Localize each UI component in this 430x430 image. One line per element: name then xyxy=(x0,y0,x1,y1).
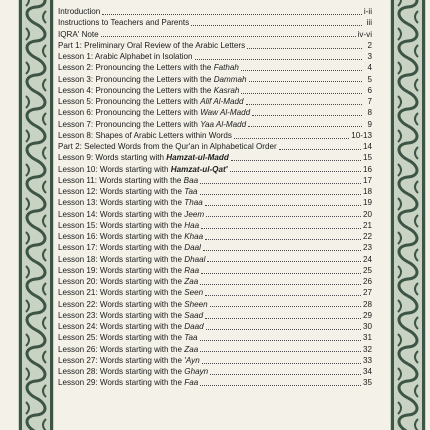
toc-entry-term: Zaa xyxy=(184,344,199,354)
toc-entry xyxy=(58,51,372,62)
toc-entry xyxy=(58,186,372,197)
toc-entry-text: IQRA' Note xyxy=(58,29,99,39)
dot-leader xyxy=(210,373,361,375)
toc-entry xyxy=(58,152,372,163)
arabesque-border-ornament-right-icon xyxy=(390,0,426,430)
dot-leader xyxy=(202,362,361,364)
toc-entry-term: Thaa xyxy=(184,198,203,208)
toc-entry-text: Lesson 28: Words starting with the xyxy=(58,367,185,376)
dot-leader xyxy=(241,92,362,94)
toc-entry-text: Instructions to Teachers and Parents xyxy=(58,18,190,28)
toc-entry-title xyxy=(58,197,203,208)
toc-entry-term: Fathah xyxy=(213,63,239,73)
toc-entry-text: Lesson 27: Words starting with the xyxy=(58,355,185,365)
toc-entry-text: Lesson 11: Words starting with the xyxy=(58,175,184,185)
toc-entry-title xyxy=(58,276,198,287)
toc-entry-title xyxy=(58,17,189,28)
toc-page-number: iii xyxy=(366,18,372,28)
dot-leader xyxy=(200,193,361,195)
toc-entry-text: Lesson 5: Pronouncing the Letters with xyxy=(58,97,201,106)
toc-entry-term: Hamzat-ul-Qat' xyxy=(170,164,228,174)
toc-entry-text: Lesson 2: Pronouncing the Letters with the xyxy=(58,63,214,73)
toc-entry-title xyxy=(58,355,200,366)
toc-page-number: 29 xyxy=(362,310,372,320)
toc-entry xyxy=(58,310,372,321)
toc-entry-text: Lesson 18: Words starting with the xyxy=(58,254,185,264)
dot-leader xyxy=(205,204,361,206)
toc-entry xyxy=(58,130,372,141)
toc-page-number: 35 xyxy=(362,378,372,388)
toc-page-number: 34 xyxy=(362,367,372,376)
toc-entry-title xyxy=(58,6,100,17)
toc-page-number: 22 xyxy=(362,232,372,241)
table-of-contents xyxy=(58,6,372,389)
toc-page-number: 10-13 xyxy=(351,130,372,140)
toc-entry xyxy=(58,29,372,40)
toc-entry xyxy=(58,321,372,332)
dot-leader xyxy=(195,58,362,60)
toc-entry-title xyxy=(58,299,208,310)
dot-leader xyxy=(210,305,361,307)
toc-entry-title xyxy=(58,265,199,276)
toc-entry-text: Lesson 23: Words starting with the xyxy=(58,310,185,320)
toc-entry-text: Lesson 20: Words starting with the xyxy=(58,277,185,286)
toc-page-number: 3 xyxy=(367,52,372,61)
toc-entry-text: Lesson 16: Words starting with the xyxy=(58,232,185,241)
toc-entry xyxy=(58,355,372,366)
toc-entry xyxy=(58,6,372,17)
toc-entry-text: Lesson 29: Words starting with the xyxy=(58,378,185,388)
toc-entry-term: Haa xyxy=(184,220,200,230)
toc-entry xyxy=(58,231,372,242)
toc-entry-term: Waw Al-Madd xyxy=(200,108,251,118)
toc-entry-title xyxy=(58,287,203,298)
toc-page-number: 18 xyxy=(362,187,372,196)
toc-entry-text: Lesson 22: Words starting with the xyxy=(58,299,185,309)
toc-entry-title xyxy=(58,141,277,152)
toc-entry-title xyxy=(58,164,228,175)
toc-page-number: 28 xyxy=(362,299,372,309)
toc-page-number: 23 xyxy=(362,243,372,253)
toc-entry-title xyxy=(58,119,246,130)
toc-entry-term: Ghayn xyxy=(184,367,209,376)
toc-entry-term: Khaa xyxy=(184,232,204,241)
dot-leader xyxy=(203,249,361,251)
dot-leader xyxy=(205,294,361,296)
toc-entry xyxy=(58,209,372,220)
toc-entry-title xyxy=(58,85,239,96)
toc-entry xyxy=(58,107,372,118)
toc-page-number: 6 xyxy=(367,85,372,95)
toc-page-number: 27 xyxy=(362,288,372,298)
toc-entry-term: Daad xyxy=(184,322,204,331)
toc-page-number: 16 xyxy=(362,164,372,174)
toc-entry-term: Taa xyxy=(184,187,198,196)
toc-entry xyxy=(58,377,372,388)
toc-entry-term: Dhaal xyxy=(184,254,206,264)
toc-page-number: 26 xyxy=(362,277,372,286)
toc-page-number: 19 xyxy=(362,198,372,208)
toc-entry-title xyxy=(58,242,201,253)
toc-entry-title xyxy=(58,130,232,141)
toc-entry-term: Baa xyxy=(183,175,199,185)
toc-entry-text: Lesson 1: Arabic Alphabet in Isolation xyxy=(58,52,193,61)
dot-leader xyxy=(205,238,361,240)
dot-leader xyxy=(230,170,361,172)
toc-entry-text: Lesson 26: Words starting with the xyxy=(58,344,185,354)
toc-entry-title xyxy=(58,29,99,40)
dot-leader xyxy=(200,350,361,352)
toc-entry xyxy=(58,276,372,287)
toc-page-number: 8 xyxy=(367,108,372,118)
toc-page-number: 25 xyxy=(362,265,372,275)
dot-leader xyxy=(206,215,361,217)
toc-entry xyxy=(58,164,372,175)
toc-entry-text: Lesson 15: Words starting with the xyxy=(58,220,185,230)
toc-entry-title xyxy=(58,152,229,163)
toc-entry-term: Kasrah xyxy=(213,85,240,95)
toc-entry xyxy=(58,119,372,130)
toc-entry xyxy=(58,62,372,73)
toc-entry-term: Alif Al-Madd xyxy=(200,97,244,106)
dot-leader xyxy=(241,69,362,71)
toc-entry-title xyxy=(58,321,204,332)
dot-leader xyxy=(200,384,361,386)
toc-entry xyxy=(58,17,372,28)
toc-entry xyxy=(58,85,372,96)
toc-page-number: 15 xyxy=(362,153,372,163)
toc-entry-term: Sheen xyxy=(184,299,208,309)
toc-entry-text: Lesson 3: Pronouncing the Letters with the xyxy=(58,74,214,84)
toc-entry-title xyxy=(58,209,204,220)
toc-entry-text: Lesson 17: Words starting with the xyxy=(58,243,185,253)
toc-entry-title xyxy=(58,40,245,51)
dot-leader xyxy=(200,339,361,341)
toc-entry-text: Part 1: Preliminary Oral Review of the Arabic Letters xyxy=(58,40,246,50)
toc-entry-text: Lesson 7: Pronouncing the Letters with xyxy=(58,119,201,129)
toc-entry-title xyxy=(58,175,198,186)
right-ornamental-border xyxy=(390,0,426,430)
toc-entry-text: Lesson 24: Words starting with the xyxy=(58,322,185,331)
toc-page-number: i-ii xyxy=(363,7,372,16)
arabesque-border-ornament-left-icon xyxy=(18,0,54,430)
toc-page-number: 24 xyxy=(362,254,372,264)
toc-entry xyxy=(58,242,372,253)
dot-leader xyxy=(101,35,356,37)
toc-entry xyxy=(58,287,372,298)
dot-leader xyxy=(200,283,361,285)
toc-entry-title xyxy=(58,310,203,321)
toc-entry xyxy=(58,366,372,377)
toc-entry-title xyxy=(58,231,203,242)
toc-page-number: iv-vi xyxy=(357,29,372,39)
dot-leader xyxy=(205,317,361,319)
toc-entry-title xyxy=(58,344,198,355)
toc-entry xyxy=(58,197,372,208)
toc-page-number: 32 xyxy=(362,344,372,354)
toc-page-number: 31 xyxy=(362,333,372,343)
dot-leader xyxy=(247,47,362,49)
toc-entry-text: Lesson 4: Pronouncing the Letters with the xyxy=(58,85,214,95)
toc-entry-term: Zaa xyxy=(184,277,199,286)
toc-entry xyxy=(58,40,372,51)
toc-entry-text: Lesson 9: Words starting with xyxy=(58,153,167,163)
toc-entry-title xyxy=(58,51,193,62)
dot-leader xyxy=(200,182,361,184)
toc-entry-title xyxy=(58,332,198,343)
toc-entry-text: Part 2: Selected Words from the Qur'an in Alphabetical Order xyxy=(58,142,277,151)
toc-entry xyxy=(58,265,372,276)
dot-leader xyxy=(231,159,361,161)
toc-entry-term: 'Ayn xyxy=(184,355,200,365)
toc-entry-title xyxy=(58,107,250,118)
toc-entry-text: Lesson 14: Words starting with the xyxy=(58,209,185,219)
toc-entry-term: Taa xyxy=(184,333,198,343)
toc-entry xyxy=(58,220,372,231)
toc-entry-title xyxy=(58,220,199,231)
toc-entry-title xyxy=(58,74,247,85)
toc-entry-term: Faa xyxy=(184,378,199,388)
dot-leader xyxy=(248,125,362,127)
toc-entry-term: Dammah xyxy=(213,74,247,84)
toc-page-number: 21 xyxy=(362,220,372,230)
toc-entry-text: Introduction xyxy=(58,7,101,16)
toc-page-number: 17 xyxy=(362,175,372,185)
toc-entry xyxy=(58,344,372,355)
toc-entry-title xyxy=(58,254,205,265)
toc-page-number: 30 xyxy=(362,322,372,331)
dot-leader xyxy=(102,13,362,15)
toc-entry xyxy=(58,141,372,152)
toc-entry-text: Lesson 8: Shapes of Arabic Letters within Words xyxy=(58,130,232,140)
left-ornamental-border xyxy=(18,0,54,430)
toc-entry-term: Hamzat-ul-Madd xyxy=(166,153,229,163)
toc-page-number: 20 xyxy=(362,209,372,219)
dot-leader xyxy=(201,227,361,229)
toc-page-number: 4 xyxy=(367,63,372,73)
toc-entry-text: Lesson 10: Words starting with xyxy=(58,164,171,174)
toc-entry-term: Yaa Al-Madd xyxy=(200,119,247,129)
toc-entry-text: Lesson 19: Words starting with the xyxy=(58,265,185,275)
toc-entry-text: Lesson 6: Pronouncing the Letters with xyxy=(58,108,201,118)
toc-entry-term: Daal xyxy=(184,243,201,253)
toc-entry-title xyxy=(58,96,244,107)
dot-leader xyxy=(252,114,362,116)
toc-page-number: 2 xyxy=(367,40,372,50)
toc-entry-text: Lesson 21: Words starting with the xyxy=(58,288,185,298)
dot-leader xyxy=(246,103,362,105)
toc-entry-term: Jeem xyxy=(184,209,205,219)
toc-entry xyxy=(58,175,372,186)
toc-entry xyxy=(58,299,372,310)
toc-entry-term: Raa xyxy=(184,265,200,275)
toc-entry-text: Lesson 12: Words starting with the xyxy=(58,187,185,196)
dot-leader xyxy=(201,272,361,274)
toc-entry-term: Seen xyxy=(184,288,204,298)
dot-leader xyxy=(206,328,361,330)
toc-entry-text: Lesson 25: Words starting with the xyxy=(58,333,185,343)
toc-entry-title xyxy=(58,377,198,388)
toc-entry-title xyxy=(58,186,198,197)
dot-leader xyxy=(207,260,361,262)
toc-page-number: 9 xyxy=(367,119,372,129)
toc-entry xyxy=(58,254,372,265)
toc-entry-title xyxy=(58,62,239,73)
dot-leader xyxy=(279,148,361,150)
toc-entry xyxy=(58,332,372,343)
dot-leader xyxy=(234,137,349,139)
toc-page-number: 33 xyxy=(362,355,372,365)
toc-entry xyxy=(58,74,372,85)
toc-entry-title xyxy=(58,366,208,377)
dot-leader xyxy=(249,80,362,82)
toc-page-number: 7 xyxy=(367,97,372,106)
toc-entry-text: Lesson 13: Words starting with the xyxy=(58,198,185,208)
toc-entry xyxy=(58,96,372,107)
toc-page-number: 14 xyxy=(362,142,372,151)
toc-page-number: 5 xyxy=(367,74,372,84)
toc-entry-term: Saad xyxy=(184,310,204,320)
dot-leader xyxy=(191,24,362,26)
